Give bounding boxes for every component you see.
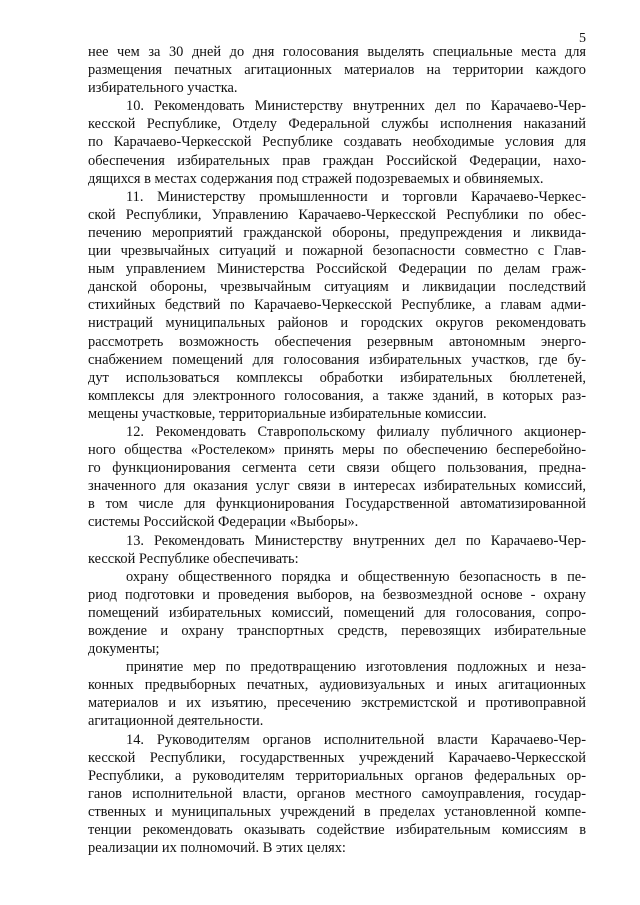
text-line: ции чрезвычайных ситуаций и пожарной безопасности совместно с Глав-: [88, 243, 586, 260]
text-line: данской обороны, чрезвычайным ситуациям и ликвидации последствий: [88, 279, 586, 296]
text-line: риод подготовки и проведения выборов, на безвозмездной основе - охрану: [88, 586, 586, 603]
text-line: по Карачаево-Черкесской Республике создавать необходимые условия для: [88, 134, 586, 151]
text-line: ственных и муниципальных учреждений в пределах установленной компе-: [88, 803, 586, 820]
paragraph-p13: [88, 532, 586, 568]
text-line: кесской Республики, государственных учреждений Карачаево-Черкесской: [88, 749, 586, 766]
text-line: снабжением помещений для голосования избирательных участков, где бу-: [88, 351, 586, 368]
paragraph-p11: [88, 188, 586, 423]
text-line: обеспечения избирательных прав граждан Российской Федерации, нахо-: [88, 152, 586, 169]
text-line: Республики, а руководителям территориальных органов федеральных ор-: [88, 767, 586, 784]
text-line: комплексы для электронного голосования, а также зданий, в которых раз-: [88, 387, 586, 404]
text-line: ской Республики, Управлению Карачаево-Черкесской Республики по обес-: [88, 206, 586, 223]
text-line: агитационной деятельности.: [88, 713, 264, 730]
paragraph-p13-a: [88, 568, 586, 658]
text-line: 11. Министерству промышленности и торговли Карачаево-Черкес-: [126, 188, 586, 205]
text-line: конных предвыборных печатных, аудиовизуальных и иных агитационных: [88, 677, 586, 694]
paragraph-p14: [88, 731, 586, 858]
text-line: ганов исполнительной власти, органов местного самоуправления, государ-: [88, 785, 586, 802]
text-line: ного общества «Ростелеком» принять меры по обеспечению бесперебойно-: [88, 442, 586, 459]
text-line: мещены участковые, территориальные избирательные комиссии.: [88, 405, 487, 422]
text-line: дут использоваться комплексы обработки избирательных бюллетеней,: [88, 369, 586, 386]
text-line: размещения печатных агитационных материалов на территории каждого: [88, 62, 586, 79]
text-line: кесской Республике обеспечивать:: [88, 550, 299, 567]
text-line: го функционирования сегмента сети связи общего пользования, предна-: [88, 460, 586, 477]
text-line: избирательного участка.: [88, 80, 238, 97]
text-line: 12. Рекомендовать Ставропольскому филиалу публичного акционер-: [126, 423, 586, 440]
text-line: 10. Рекомендовать Министерству внутренних дел по Карачаево-Чер-: [126, 98, 586, 115]
text-line: документы;: [88, 641, 160, 658]
document-body: [88, 43, 586, 857]
text-line: нистраций муниципальных районов и городских округов рекомендовать: [88, 315, 586, 332]
text-line: 14. Руководителям органов исполнительной власти Карачаево-Чер-: [126, 731, 586, 748]
text-line: дящихся в местах содержания под стражей подозреваемых и обвиняемых.: [88, 170, 544, 187]
text-line: кесской Республике, Отделу Федеральной службы исполнения наказаний: [88, 116, 586, 133]
text-line: помещений избирательных комиссий, помещений для голосования, сопро-: [88, 604, 586, 621]
text-line: ным управлением Министерства Российской Федерации по делам граж-: [88, 261, 586, 278]
text-line: стихийных бедствий по Карачаево-Черкесской Республике, а главам адми-: [88, 297, 586, 314]
text-line: реализации их полномочий. В этих целях:: [88, 840, 346, 857]
text-line: рассмотреть возможность обеспечения резервным автономным энерго-: [88, 333, 586, 350]
text-line: тенции рекомендовать оказывать содействие избирательным комиссиям в: [88, 822, 586, 839]
page-number: 5: [579, 31, 586, 46]
text-line: вождение и охрану транспортных средств, перевозящих избирательные: [88, 623, 586, 639]
paragraph-p13-b: [88, 658, 586, 730]
paragraph-p9-continued: [88, 43, 586, 97]
text-line: в том числе для функционирования Государственной автоматизированной: [88, 496, 586, 513]
text-line: принятие мер по предотвращению изготовления подложных и неза-: [126, 659, 586, 676]
text-line: охрану общественного порядка и общественную безопасность в пе-: [126, 568, 586, 585]
text-line: системы Российской Федерации «Выборы».: [88, 514, 359, 531]
paragraph-p12: [88, 423, 586, 532]
text-line: нее чем за 30 дней до дня голосования выделять специальные места для: [88, 44, 586, 60]
text-line: 13. Рекомендовать Министерству внутренних дел по Карачаево-Чер-: [126, 532, 586, 549]
paragraph-p10: [88, 97, 586, 187]
text-line: значенного для оказания услуг связи в интересах избирательных комиссий,: [88, 478, 586, 495]
text-line: материалов и их изъятию, пресечению экстремистской и противоправной: [88, 695, 586, 712]
text-line: печению мероприятий гражданской обороны, предупреждения и ликвида-: [88, 224, 586, 241]
